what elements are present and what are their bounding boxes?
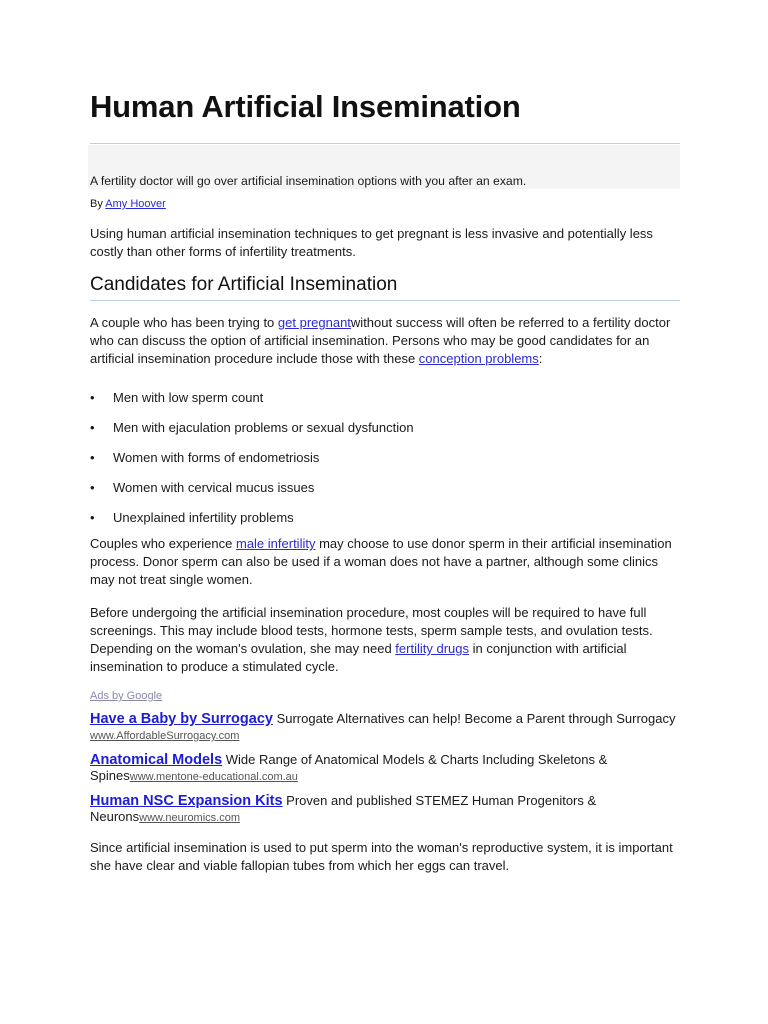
byline-prefix: By xyxy=(90,198,106,210)
list-item xyxy=(90,389,680,419)
candidates-paragraph xyxy=(90,314,680,368)
get-pregnant-link[interactable]: get pregnant xyxy=(277,315,351,330)
list-item-text: Unexplained infertility problems xyxy=(113,510,294,525)
fallopian-tubes-paragraph: Since artificial insemination is used to put sperm into the woman's reproductive system, it is important she have clear and viable fallopian tubes from which her eggs can travel. xyxy=(90,840,673,873)
male-infertility-link[interactable]: male infertility xyxy=(235,536,316,551)
ad-url-link[interactable]: www.mentone-educational.com.au xyxy=(129,771,298,783)
p3-text-b: in conjunction with artificial insemination to produce a stimulated cycle. xyxy=(90,641,627,674)
candidates-list xyxy=(90,389,680,539)
p1-text-b: without success will often be referred to a fertility doctor who can discuss the option of artificial insemination. Persons who may be good candidates for an artificial insemination procedure include those with these xyxy=(90,315,671,366)
ad-text: Wide Range of Anatomical Models & Charts Including Skeletons & Spines xyxy=(90,752,608,783)
donor-sperm-paragraph xyxy=(90,535,680,589)
ad-url-link[interactable]: www.neuromics.com xyxy=(139,812,240,824)
author-link[interactable]: Amy Hoover xyxy=(105,198,166,210)
image-caption: A fertility doctor will go over artificial insemination options with you after an exam. xyxy=(90,174,527,188)
bullet-glyph: • xyxy=(90,450,95,465)
list-item-text: Men with low sperm count xyxy=(113,390,264,405)
p3-text-a: Before undergoing the artificial insemination procedure, most couples will be required to have full screenings. This may include blood tests, hormone tests, sperm sample tests, and ovulation tests. Depending on the woman's ovulation, she may need xyxy=(90,605,653,656)
screening-paragraph xyxy=(90,604,680,676)
bullet-glyph: • xyxy=(90,420,95,435)
list-item xyxy=(90,419,680,449)
list-item-text: Men with ejaculation problems or sexual dysfunction xyxy=(113,420,414,435)
ad-title-link[interactable]: Human NSC Expansion Kits xyxy=(90,793,283,809)
section-divider xyxy=(90,300,680,301)
list-item-text: Women with forms of endometriosis xyxy=(113,450,320,465)
ad-item xyxy=(90,793,680,826)
bullet-glyph: • xyxy=(90,510,95,525)
p1-text-a: A couple who has been trying to xyxy=(90,315,278,330)
ads-by-google-link[interactable]: Ads by Google xyxy=(90,690,163,702)
byline xyxy=(90,197,166,211)
fertility-drugs-link[interactable]: fertility drugs xyxy=(395,641,469,656)
ad-title-link[interactable]: Have a Baby by Surrogacy xyxy=(90,711,273,727)
list-item-text: Women with cervical mucus issues xyxy=(113,480,315,495)
p2-text-a: Couples who experience xyxy=(90,536,236,551)
bullet-glyph: • xyxy=(90,390,95,405)
ad-title-link[interactable]: Anatomical Models xyxy=(90,752,223,768)
intro-paragraph: Using human artificial insemination techniques to get pregnant is less invasive and potentially less costly than other forms of infertility treatments. xyxy=(90,226,653,259)
ad-url-link[interactable]: www.AffordableSurrogacy.com xyxy=(90,730,240,742)
ad-item xyxy=(90,711,680,744)
section-heading: Candidates for Artificial Insemination xyxy=(90,274,398,295)
conception-problems-link[interactable]: conception problems xyxy=(418,351,539,366)
ad-text: Surrogate Alternatives can help! Become a Parent through Surrogacy xyxy=(272,711,676,726)
ad-text: Proven and published STEMEZ Human Progenitors & Neurons xyxy=(90,793,597,824)
p1-text-c: : xyxy=(538,351,543,366)
page-title: Human Artificial Insemination xyxy=(90,89,521,124)
title-divider xyxy=(90,143,680,144)
list-item xyxy=(90,479,680,509)
ad-item xyxy=(90,752,680,785)
p2-text-b: may choose to use donor sperm in their artificial insemination process. Donor sperm can also be used if a woman does not have a partner, although some clinics may not treat single women. xyxy=(90,536,672,587)
list-item xyxy=(90,449,680,479)
bullet-glyph: • xyxy=(90,480,95,495)
